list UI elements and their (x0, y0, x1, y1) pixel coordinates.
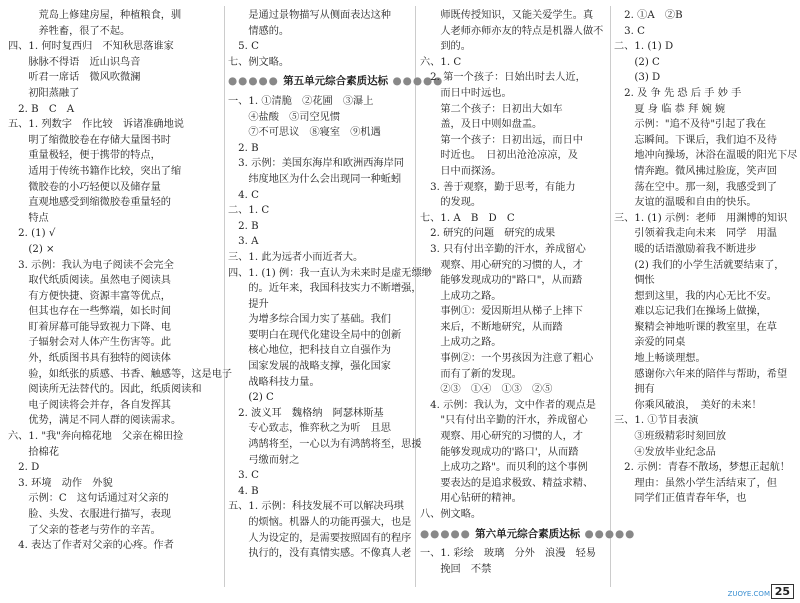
answer-line: 的。近年来，我国科技实力不断增强， (228, 283, 422, 295)
answer-line: 子辐射会对人体产生伤害等。此 (8, 337, 171, 349)
answer-line: 人老师亦师亦友的特点是机器人做不 (420, 25, 604, 37)
answer-line: 二、1. (1) D (614, 41, 674, 53)
answer-line: 挽回 不禁 (420, 563, 492, 575)
answer-line: 难以忘记我们在操场上做操， (614, 306, 767, 318)
answer-line: 明了缩微胶卷在存储大量图书时 (8, 134, 171, 146)
answer-line: 是通过景物描写从侧面表达这种 (228, 10, 391, 21)
answer-line: 2. B (228, 220, 259, 232)
answer-line: 惆怅 (614, 275, 655, 287)
answer-line: 四、1. (1) 例：我一直认为未来时是虚无缥缈 (228, 267, 432, 279)
answer-line: 脸、头发、衣服进行描写，表现 (8, 509, 171, 520)
unit-section-header (420, 527, 636, 543)
answer-line: ②③ ①④ ①③ ②⑤ (420, 384, 553, 396)
answer-line: 四、1. 何时复西归 不知秋思落谁家 (8, 41, 174, 53)
answer-line: 2. ①A ②B (614, 10, 683, 21)
answer-line: 取代纸质阅读。虽然电子阅读具 (8, 275, 171, 287)
answer-line: 七、1. A B D C (420, 212, 515, 224)
answer-line: 八、例文略。 (420, 509, 482, 520)
answer-line: 引领着我走向未来 同学 用温 (614, 228, 777, 240)
answer-line: 养牲畜，很了不起。 (8, 25, 131, 37)
answer-line: 优势，满足不同人群的阅读需求。 (8, 415, 182, 427)
answer-line: 亲爱的同桌 (614, 337, 686, 349)
answer-line: 想到这里，我的内心无比不安。 (614, 290, 777, 302)
answer-line: (2) × (8, 243, 55, 255)
answer-line: 鸿鹄将至，一心以为有鸿鹄将至，思援 (228, 439, 422, 451)
answer-line: (2) C (228, 392, 274, 404)
answer-line: 三、1. (1) 示例：老师 用渊博的知识 (614, 212, 788, 224)
answer-line: 纬度地区为什么会出现同一种蚯蚓 (228, 173, 402, 185)
answer-line: 要表达的是追求极致、精益求精、 (420, 477, 594, 489)
answer-line: 国家发展的战略支撑，强化国家 (228, 361, 391, 373)
answer-line: (3) D (614, 72, 661, 84)
answer-line: 阅读所无法替代的。因此，纸质阅读和 (8, 384, 202, 396)
answer-line: 战略科技力量。 (228, 376, 320, 388)
answer-line: 而日中时远也。 (420, 87, 512, 99)
answer-line: 拾棉花 (8, 446, 59, 458)
answer-line: 上成功之路。 (420, 290, 502, 302)
answer-line: 师既传授知识，又能关爱学生。真 (420, 10, 594, 21)
answer-line: 微胶卷的小巧轻便以及储存量 (8, 181, 161, 193)
answer-line: 上成功之路。 (420, 337, 502, 349)
answer-line: 时近也。 日初出沧沧凉凉，及 (420, 150, 578, 162)
answer-line: 3. 只有付出辛勤的汗水，养成留心 (420, 243, 586, 255)
column-divider (415, 6, 416, 587)
answer-line: 直观地感受到缩微胶卷重量轻的 (8, 197, 171, 209)
answer-line: 4. 表达了作者对父亲的心疼。作者 (8, 540, 174, 552)
answer-line: 拥有 (614, 384, 655, 396)
answer-line: 能够发现成功的"路口"，从而踏 (420, 275, 583, 287)
answer-line: 2. 波义耳 魏格纳 阿瑟林斯基 (228, 407, 384, 419)
answer-line: 2. D (8, 462, 40, 474)
answer-line: 七、例文略。 (228, 56, 290, 68)
answer-line: 验，如纸张的质感、书香、触感等，这是电子 (8, 368, 233, 380)
section-title: 第五单元综合素质达标 (283, 75, 389, 88)
answer-line: 二、1. C (228, 205, 270, 217)
answer-column-1 (8, 8, 233, 554)
answer-line: ⑦不可思议 ⑧寝室 ⑨机遇 (228, 127, 381, 139)
answer-line: 情奔跑。微风拂过脸庞，笑声回 (614, 165, 777, 177)
answer-line: 事例①：爱因斯坦从梯子上摔下 (420, 306, 583, 318)
page-number: 25 (771, 584, 794, 599)
answer-line: 感谢你六年来的陪伴与帮助，希望 (614, 368, 788, 380)
answer-line: 特点 (8, 212, 49, 224)
answer-line: 3. C (614, 25, 645, 37)
answer-line: 弓缴而射之 (228, 454, 300, 466)
answer-line: 示例："追不及待"引起了我在 (614, 119, 766, 131)
answer-line: 2. 研究的问题 研究的成果 (420, 228, 556, 240)
unit-section-header (228, 74, 444, 90)
answer-line: ④发放毕业纪念品 (614, 446, 716, 458)
answer-line: 但其也存在一些弊端，如长时间 (8, 306, 171, 318)
answer-line: 外，纸质图书具有独特的阅读体 (8, 353, 171, 365)
answer-line: 为增多综合国力实了基础。我们 (228, 314, 391, 326)
answer-line: 3. 环境 动作 外貌 (8, 477, 113, 489)
answer-line: 理由：虽然小学生活结束了，但 (614, 477, 777, 489)
answer-line: 忘瞬间。下课后，我们迫不及待 (614, 134, 777, 146)
answer-line: 同学们正值青春年华，也 (614, 493, 747, 505)
answer-line: 脉脉不得语 近山识鸟音 (8, 56, 141, 68)
answer-line: 2. 及 争 先 恐 后 手 妙 手 (614, 87, 742, 99)
answer-line: 第二个孩子：日初出大如车 (420, 103, 563, 115)
answer-line: 到的。 (420, 41, 471, 53)
answer-line: 你乘风破浪， 美好的未来！ (614, 399, 762, 411)
column-divider (610, 6, 611, 587)
answer-line: 一、1. ①清脆 ②花圃 ③瀑上 (228, 95, 374, 107)
answer-line: 地上畅谈理想。 (614, 353, 706, 365)
answer-line: 第一个孩子：日初出远，而日中 (420, 134, 583, 146)
decorative-dots: ●●●●● (228, 75, 284, 88)
answer-line: 有方便快捷、资源丰富等优点， (8, 290, 171, 302)
answer-line: 专心致志，惟弈秋之为听 且思 (228, 423, 391, 435)
answer-line: 日中而探汤。 (420, 165, 502, 177)
answer-line: 3. 善于观察，勤于思考，有能力 (420, 181, 576, 193)
answer-line: 3. C (228, 470, 259, 482)
answer-line: 六、1. C (420, 56, 462, 68)
answer-line: 2. B (228, 142, 259, 154)
answer-line: 的烦恼。机器人的功能再强大，也是 (228, 517, 412, 528)
answer-line: 地冲向操场，沐浴在温暖的阳光下尽 (614, 150, 798, 162)
answer-line: 暖的话语激励着我不断进步 (614, 243, 757, 255)
answer-line: ④盐酸 ⑤司空见惯 (228, 111, 341, 123)
answer-line: 而有了新的发现。 (420, 368, 522, 380)
answer-line: 提升 (228, 298, 269, 310)
answer-line: 观察、用心研究的习惯的人，才 (420, 259, 583, 271)
answer-line: 友谊的温暖和自由的快乐。 (614, 197, 757, 209)
answer-line: 要明白在现代化建设全局中的创新 (228, 329, 402, 341)
answer-line: 荡在空中。那一刻，我感受到了 (614, 181, 777, 193)
answer-line: 5. C (228, 41, 259, 53)
answer-line: 2. 第一个孩子：日始出时去人近， (420, 72, 586, 84)
answer-line: 4. C (228, 189, 259, 201)
answer-line: 初阳蒸融了 (8, 87, 80, 99)
answer-line: 三、1. 此为远者小而近者大。 (228, 251, 364, 263)
answer-line: 核心地位，把科技自立自强作为 (228, 345, 391, 357)
answer-line: 3. A (228, 236, 259, 248)
answer-line: 夏 身 临 恭 拜 婉 婉 (614, 103, 726, 115)
answer-line: 4. 示例：我认为，文中作者的观点是 (420, 399, 596, 411)
answer-line: 的发现。 (420, 197, 482, 209)
answer-line: (2) C (614, 56, 660, 68)
answer-line: 3. 示例：美国东海岸和欧洲西海岸同 (228, 158, 404, 170)
answer-line: 用心钻研的精神。 (420, 493, 522, 505)
answer-line: 三、1. ①节目表演 (614, 415, 699, 427)
answer-line: 一、1. 彩绘 玻璃 分外 浪漫 轻易 (420, 548, 596, 560)
answer-line: 上成功之路"。而贝利的这个事例 (420, 462, 588, 474)
answer-line: 4. B (228, 485, 259, 497)
answer-line: 电子阅读将会并存，各自发挥其 (8, 399, 171, 411)
watermark: ZUOYE.COM (727, 590, 770, 598)
answer-line: 能够发现成功的'路口'，从而踏 (420, 446, 579, 458)
answer-column-4 (614, 8, 798, 507)
section-title: 第六单元综合素质达标 (475, 527, 581, 540)
answer-line: 情感的。 (228, 25, 290, 37)
decorative-dots: ●●●●● (580, 527, 636, 540)
answer-line: 示例：C 这句话通过对父亲的 (8, 493, 169, 505)
answer-line: 事例②：一个男孩因为注意了粗心 (420, 353, 594, 365)
answer-line: 2. B C A (8, 103, 75, 115)
decorative-dots: ●●●●● (420, 527, 476, 540)
answer-line: 听君一席话 微风吹微澜 (8, 72, 141, 84)
answer-line: 来后，不断地研究，从而踏 (420, 321, 563, 333)
answer-line: 盖，及日中则如盘盂。 (420, 119, 543, 131)
column-divider (224, 6, 225, 587)
answer-line: "只有付出辛勤的汗水，养成留心 (420, 415, 588, 427)
answer-line: 了父亲的苍老与劳作的辛苦。 (8, 524, 161, 536)
answer-line: 五、1. 示例：科技发展不可以解决玛琪 (228, 501, 404, 513)
answer-line: 2. 示例：青春不散场，梦想正起航！ (614, 462, 790, 474)
answer-line: 重量极轻，便于携带的特点， (8, 150, 161, 162)
answer-line: 六、1. "我"奔向棉花地 父亲在棉田捡 (8, 431, 184, 443)
answer-line: 适用于传统书籍作比较，突出了缩 (8, 165, 182, 177)
answer-line: 盯着屏幕可能导致视力下降、电 (8, 321, 171, 333)
answer-line: 五、1. 列数字 作比较 诉诸准确地说 (8, 119, 184, 131)
answer-line: 观察、用心研究的习惯的人，才 (420, 431, 583, 443)
answer-line: 聚精会神地听课的教室里，在草 (614, 321, 777, 333)
answer-line: ③班级精彩时刻回放 (614, 431, 727, 443)
answer-line: 3. 示例：我认为电子阅读不会完全 (8, 259, 174, 271)
answer-line: 2. (1) √ (8, 228, 56, 240)
answer-line: 执行的，没有真情实感。不像真人老 (228, 548, 412, 560)
answer-line: (2) 我们的小学生活就要结束了， (614, 259, 785, 271)
answer-line: 人为设定的，是需要按照固有的程序 (228, 532, 412, 544)
decorative-dots: ●●●●● (388, 75, 444, 88)
answer-line: 荒岛上修建房屋，种植粮食，驯 (8, 10, 182, 21)
